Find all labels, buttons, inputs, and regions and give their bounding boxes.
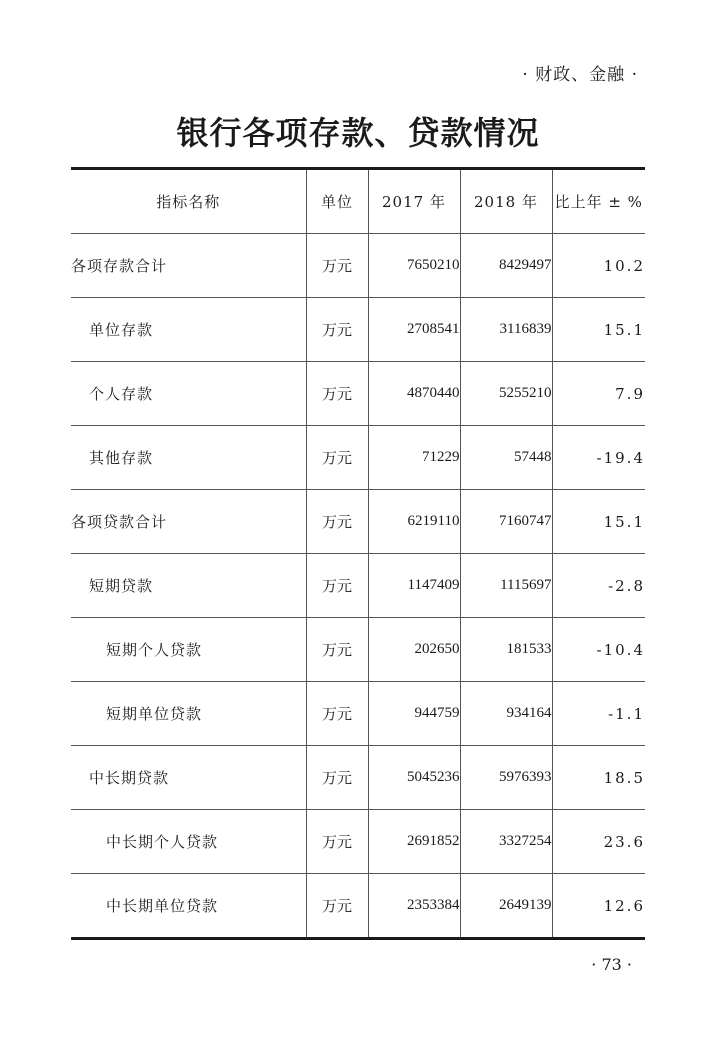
unit-cell: 万元	[306, 362, 368, 426]
indicator-name-cell: 个人存款	[71, 362, 306, 426]
header-unit: 单位	[306, 169, 368, 234]
table-row	[71, 682, 645, 746]
value-2017-cell: 944759	[368, 682, 460, 746]
value-2017-cell: 7650210	[368, 234, 460, 298]
page-title: 银行各项存款、贷款情况	[176, 114, 540, 152]
change-percent-cell: 10.2	[552, 234, 645, 298]
page-number: · 73 ·	[591, 955, 632, 974]
value-2017-cell: 5045236	[368, 746, 460, 810]
indicator-name-cell: 中长期单位贷款	[71, 874, 306, 939]
table-row	[71, 234, 645, 298]
value-2017-cell: 2708541	[368, 298, 460, 362]
unit-cell: 万元	[306, 298, 368, 362]
deposit-loan-table	[71, 167, 645, 940]
value-2018-cell: 5255210	[460, 362, 552, 426]
change-percent-cell: -2.8	[552, 554, 645, 618]
value-2018-cell: 1115697	[460, 554, 552, 618]
table-row	[71, 426, 645, 490]
table-row	[71, 618, 645, 682]
indicator-name-cell: 短期个人贷款	[71, 618, 306, 682]
value-2018-cell: 934164	[460, 682, 552, 746]
change-percent-cell: 7.9	[552, 362, 645, 426]
change-percent-cell: 12.6	[552, 874, 645, 939]
value-2018-cell: 5976393	[460, 746, 552, 810]
header-year-2018: 2018 年	[460, 169, 552, 234]
value-2017-cell: 1147409	[368, 554, 460, 618]
indicator-name-cell: 短期单位贷款	[71, 682, 306, 746]
header-year-2017: 2017 年	[368, 169, 460, 234]
unit-cell: 万元	[306, 618, 368, 682]
indicator-name-cell: 中长期个人贷款	[71, 810, 306, 874]
value-2017-cell: 2691852	[368, 810, 460, 874]
value-2018-cell: 8429497	[460, 234, 552, 298]
unit-cell: 万元	[306, 234, 368, 298]
unit-cell: 万元	[306, 874, 368, 939]
change-percent-cell: -10.4	[552, 618, 645, 682]
change-percent-cell: 15.1	[552, 490, 645, 554]
indicator-name-cell: 各项存款合计	[71, 234, 306, 298]
value-2018-cell: 3327254	[460, 810, 552, 874]
header-indicator-name: 指标名称	[156, 193, 221, 211]
change-percent-cell: 23.6	[552, 810, 645, 874]
table-row	[71, 746, 645, 810]
value-2018-cell: 7160747	[460, 490, 552, 554]
table-row	[71, 810, 645, 874]
table-row	[71, 362, 645, 426]
table-body	[71, 234, 645, 939]
indicator-name-cell: 单位存款	[71, 298, 306, 362]
table-row	[71, 298, 645, 362]
change-percent-cell: 18.5	[552, 746, 645, 810]
unit-cell: 万元	[306, 746, 368, 810]
table-row	[71, 874, 645, 939]
section-header: · 财政、金融 ·	[522, 65, 638, 85]
value-2018-cell: 57448	[460, 426, 552, 490]
change-percent-cell: -1.1	[552, 682, 645, 746]
value-2017-cell: 71229	[368, 426, 460, 490]
table-header-row	[71, 169, 645, 234]
unit-cell: 万元	[306, 554, 368, 618]
indicator-name-cell: 其他存款	[71, 426, 306, 490]
indicator-name-cell: 短期贷款	[71, 554, 306, 618]
unit-cell: 万元	[306, 810, 368, 874]
value-2017-cell: 2353384	[368, 874, 460, 939]
unit-cell: 万元	[306, 490, 368, 554]
change-percent-cell: 15.1	[552, 298, 645, 362]
indicator-name-cell: 中长期贷款	[71, 746, 306, 810]
header-change-percent: 比上年 ± %	[552, 169, 645, 234]
value-2017-cell: 202650	[368, 618, 460, 682]
indicator-name-cell: 各项贷款合计	[71, 490, 306, 554]
value-2018-cell: 181533	[460, 618, 552, 682]
unit-cell: 万元	[306, 682, 368, 746]
value-2018-cell: 2649139	[460, 874, 552, 939]
value-2017-cell: 6219110	[368, 490, 460, 554]
table-row	[71, 490, 645, 554]
change-percent-cell: -19.4	[552, 426, 645, 490]
unit-cell: 万元	[306, 426, 368, 490]
value-2018-cell: 3116839	[460, 298, 552, 362]
table-row	[71, 554, 645, 618]
value-2017-cell: 4870440	[368, 362, 460, 426]
